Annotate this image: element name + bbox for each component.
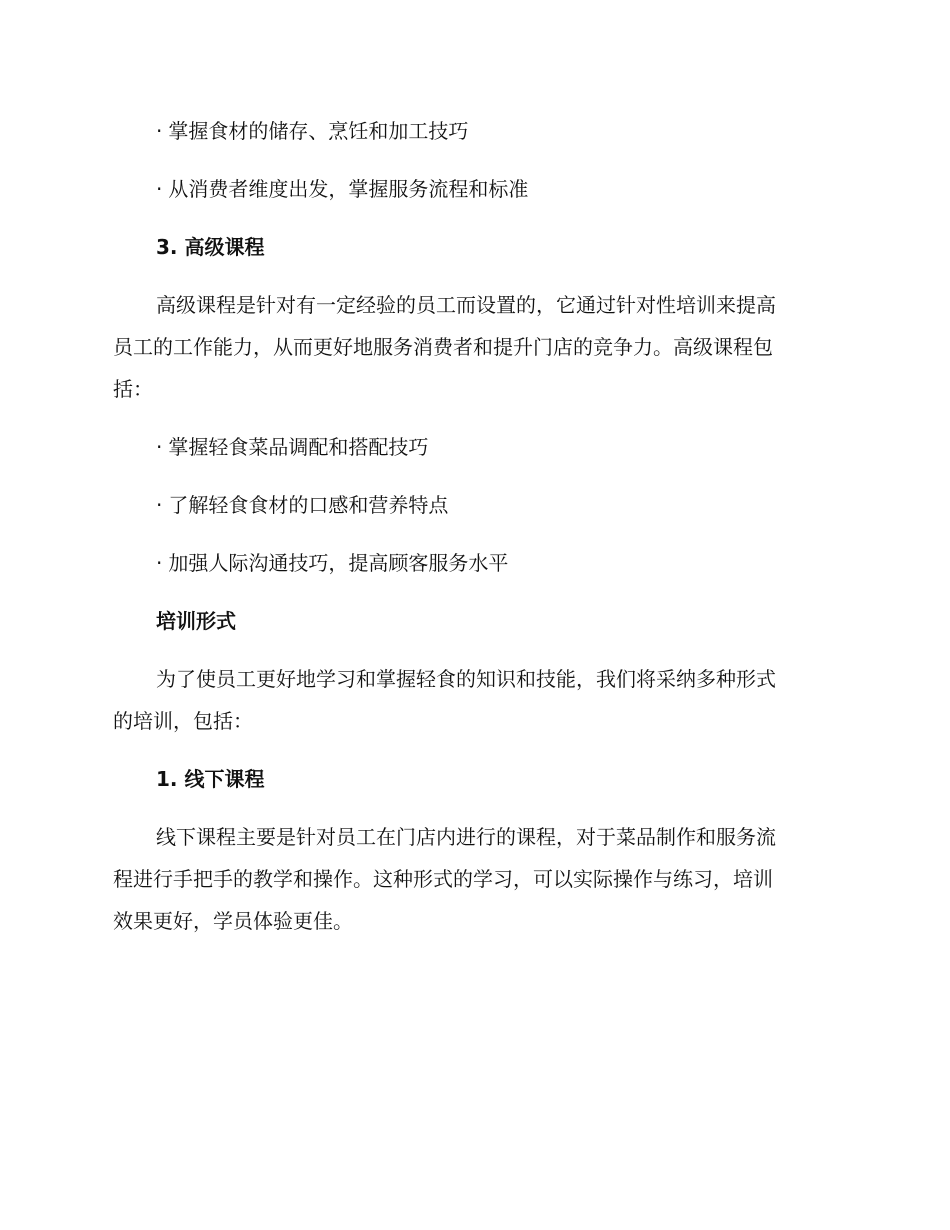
paragraph-line: 高级课程是针对有一定经验的员工而设置的，它通过针对性培训来提高	[156, 293, 776, 317]
bullet-item	[156, 168, 833, 210]
document-body	[113, 110, 833, 958]
section-heading-advanced-course: 3. 高级课程	[156, 235, 265, 259]
bullet-dot: ·	[156, 435, 163, 459]
bullet-dot: ·	[156, 177, 163, 201]
paragraph-line: 程进行手把手的教学和操作。这种形式的学习，可以实际操作与练习，培训	[113, 867, 773, 891]
section-heading-offline-course: 1. 线下课程	[156, 767, 265, 791]
bullet-dot: ·	[156, 119, 163, 143]
paragraph-line: 线下课程主要是针对员工在门店内进行的课程，对于菜品制作和服务流	[156, 825, 776, 849]
bullet-item	[156, 426, 833, 468]
bullet-item	[156, 110, 833, 152]
bullet-item	[156, 484, 833, 526]
bullet-dot: ·	[156, 551, 163, 575]
paragraph-line: 员工的工作能力，从而更好地服务消费者和提升门店的竞争力。高级课程包	[113, 335, 773, 359]
bullet-text: 加强人际沟通技巧，提高顾客服务水平	[168, 551, 509, 575]
advanced-course-paragraph	[113, 284, 833, 410]
paragraph-line: 为了使员工更好地学习和掌握轻食的知识和技能，我们将采纳多种形式	[156, 667, 776, 691]
bullet-text: 掌握食材的储存、烹饪和加工技巧	[168, 119, 469, 143]
bullet-text: 了解轻食食材的口感和营养特点	[168, 493, 449, 517]
bullet-item	[156, 542, 833, 584]
paragraph-line: 的培训，包括：	[113, 709, 253, 733]
paragraph-line: 效果更好，学员体验更佳。	[113, 909, 353, 933]
section-heading-training-format: 培训形式	[156, 609, 236, 633]
offline-course-paragraph	[113, 816, 833, 942]
bullet-dot: ·	[156, 493, 163, 517]
training-format-paragraph	[113, 658, 833, 742]
bullet-text: 从消费者维度出发，掌握服务流程和标准	[168, 177, 529, 201]
paragraph-line: 括：	[113, 377, 153, 401]
bullet-text: 掌握轻食菜品调配和搭配技巧	[168, 435, 429, 459]
